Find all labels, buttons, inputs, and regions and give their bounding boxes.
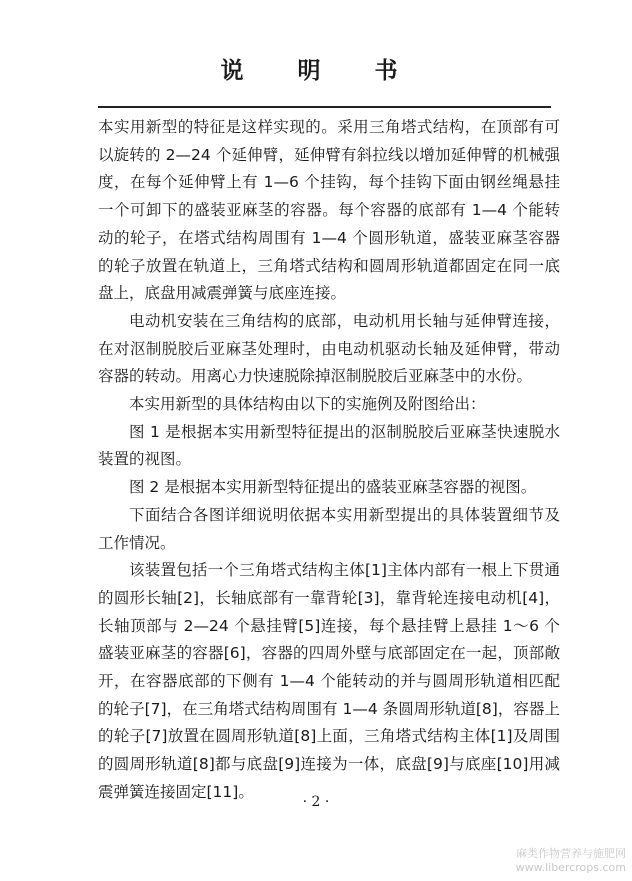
paragraph-5: 图 2 是根据本实用新型特征提出的盛装亚麻茎容器的视图。 — [129, 478, 537, 497]
watermark — [516, 847, 626, 875]
title-divider — [98, 106, 551, 108]
paragraph-7: 该装置包括一个三角塔式结构主体[1]主体内部有一根上下贯通的圆形长轴[2]，长轴底部有一靠背轮[3]，靠背轮连接电动机[4]，长轴顶部与 2—24 个悬挂臂[5]连接，每个悬挂臂上悬挂 1～6 个盛装亚麻茎的容器[6]，容器的四周外壁与底部固定在一起，顶部敞开，在容器底部的下侧有 1—4 个能转动的并与圆周形轨道相匹配的轮子[7]，在三角塔式结构周围有 1—4 条圆周形轨道[8]，容器上的轮子[7]放置在圆周形轨道[8]上面，三角塔式结构主体[1]及周围的圆周形轨道[8]都与底盘[9]连接为一体，底盘[9]与底座[10]用减震弹簧连接固定[11]。 — [98, 561, 560, 801]
paragraph-3: 本实用新型的具体结构由以下的实施例及附图给出： — [129, 395, 486, 414]
paragraph-2: 电动机安装在三角结构的底部，电动机用长轴与延伸臂连接，在对沤制脱胶后亚麻茎处理时，由电动机驱动长轴及延伸臂，带动容器的转动。用离心力快速脱除掉沤制脱胶后亚麻茎中的水份。 — [98, 311, 560, 386]
watermark-line-1: 麻类作物营养与施肥网 — [516, 847, 626, 860]
paragraph-4: 图 1 是根据本实用新型特征提出的沤制脱胶后亚麻茎快速脱水装置的视图。 — [98, 422, 560, 469]
document-body — [98, 114, 560, 807]
page-number: · 2 · — [302, 794, 330, 810]
document-title: 说明书 — [220, 57, 452, 84]
watermark-line-2: www.libercrops.com — [515, 861, 626, 874]
paragraph-1: 本实用新型的特征是这样实现的。采用三角塔式结构，在顶部有可以旋转的 2—24 个延伸臂，延伸臂有斜拉线以增加延伸臂的机械强度，在每个延伸臂上有 1—6 个挂钩，每个挂钩下面由钢丝绳悬挂一个可卸下的盛装亚麻茎的容器。每个容器的底部有 1—4 个能转动的轮子，在塔式结构周围有 1—4 个圆形轨道，盛装亚麻茎容器的轮子放置在轨道上，三角塔式结构和圆周形轨道都固定在同一底盘上，底盘用减震弹簧与底座连接。 — [98, 118, 560, 303]
paragraph-6: 下面结合各图详细说明依据本实用新型提出的具体装置细节及工作情况。 — [98, 505, 560, 552]
